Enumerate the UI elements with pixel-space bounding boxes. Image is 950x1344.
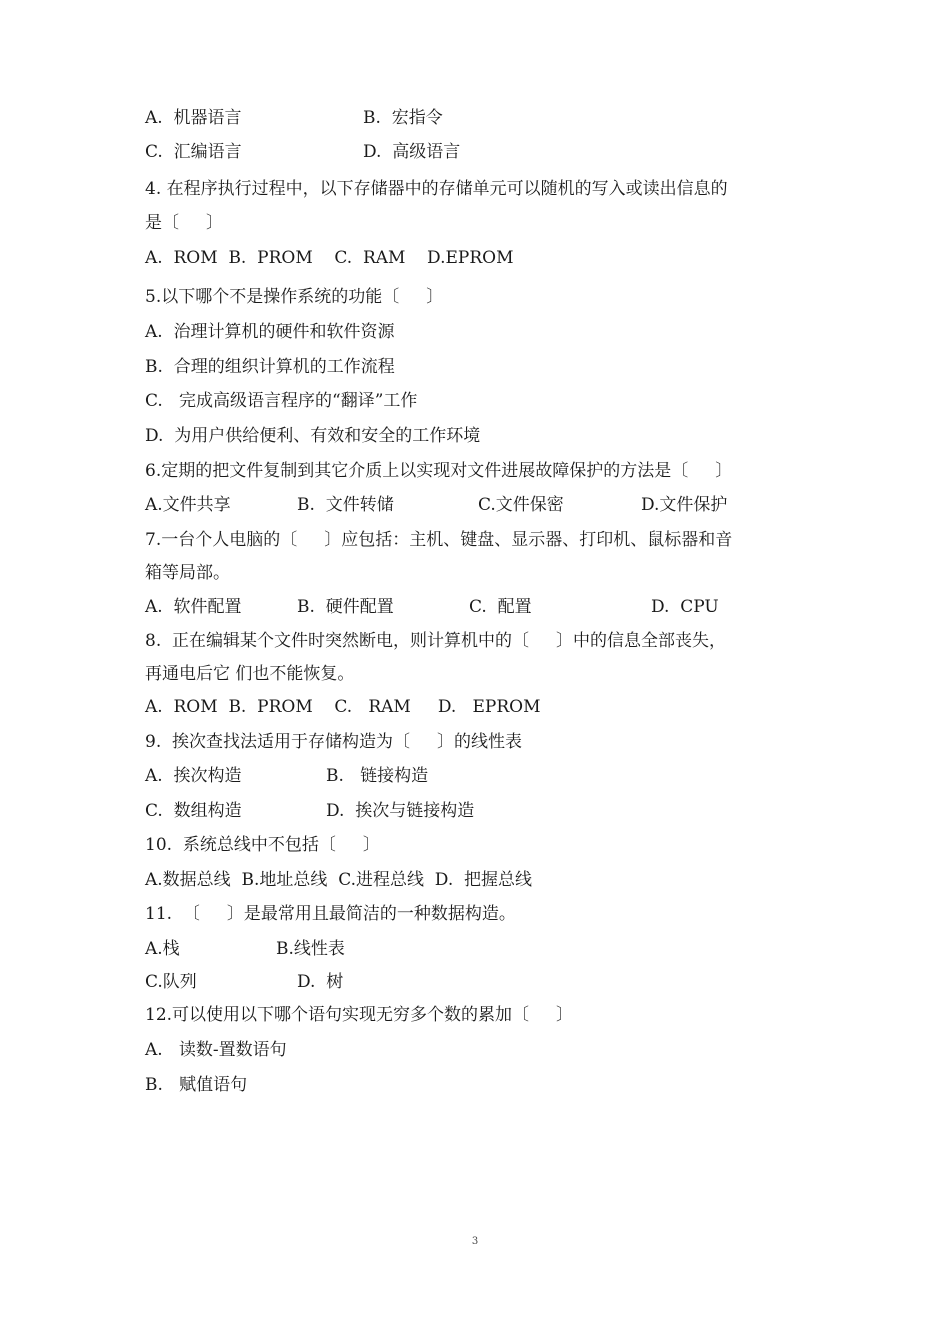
q12-option-b: B. 赋值语句 xyxy=(145,1075,248,1095)
q11-stem: 11. 〔 〕是最常用且最简洁的一种数据构造。 xyxy=(145,904,516,924)
q10-stem: 10. 系统总线中不包括〔 〕 xyxy=(145,835,380,855)
q9-option-c: C. 数组构造 xyxy=(145,801,242,821)
q6-option-c: C.文件保密 xyxy=(478,495,564,515)
q10-options: A.数据总线 B.地址总线 C.进程总线 D. 把握总线 xyxy=(145,870,533,890)
q5-stem: 5.以下哪个不是操作系统的功能〔 〕 xyxy=(145,287,444,307)
q9-option-b: B. 链接构造 xyxy=(326,766,429,786)
q7-stem-line1: 7.一台个人电脑的〔 〕应包括：主机、键盘、显示器、打印机、鼠标器和音 xyxy=(145,530,733,550)
q4-stem-line2: 是〔 〕 xyxy=(145,213,224,233)
q6-stem: 6.定期的把文件复制到其它介质上以实现对文件进展故障保护的方法是〔 〕 xyxy=(145,461,733,481)
q9-option-a: A. 挨次构造 xyxy=(145,766,242,786)
q8-stem-line1: 8. 正在编辑某个文件时突然断电，则计算机中的〔 〕中的信息全部丧失， xyxy=(145,631,727,651)
q8-options: A. ROM B. PROM C. RAM D. EPROM xyxy=(145,697,541,717)
q11-option-c: C.队列 xyxy=(145,972,197,992)
q5-option-a: A. 治理计算机的硬件和软件资源 xyxy=(145,322,395,342)
q9-option-d: D. 挨次与链接构造 xyxy=(326,801,475,821)
q5-option-c: C. 完成高级语言程序的“翻译”工作 xyxy=(145,391,418,411)
q7-stem-line2: 箱等局部。 xyxy=(145,563,230,583)
q6-option-b: B. 文件转储 xyxy=(297,495,394,515)
q11-option-d: D. 树 xyxy=(297,972,344,992)
q6-option-d: D.文件保护 xyxy=(641,495,728,515)
q5-option-d: D. 为用户供给便利、有效和安全的工作环境 xyxy=(145,426,481,446)
q7-option-d: D. CPU xyxy=(651,597,719,617)
q3-option-b: B. 宏指令 xyxy=(363,108,443,128)
q7-option-c: C. 配置 xyxy=(469,597,532,617)
q11-option-b: B.线性表 xyxy=(276,939,345,959)
q12-option-a: A. 读数-置数语句 xyxy=(145,1040,287,1060)
q7-option-a: A. 软件配置 xyxy=(145,597,242,617)
q4-options: A. ROM B. PROM C. RAM D.EPROM xyxy=(145,248,514,268)
q12-stem: 12.可以使用以下哪个语句实现无穷多个数的累加〔 〕 xyxy=(145,1005,574,1025)
q7-option-b: B. 硬件配置 xyxy=(297,597,394,617)
q6-option-a: A.文件共享 xyxy=(145,495,231,515)
q4-stem-line1: 4. 在程序执行过程中，以下存储器中的存储单元可以随机的写入或读出信息的 xyxy=(145,179,728,199)
q9-stem: 9. 挨次查找法适用于存储构造为〔 〕的线性表 xyxy=(145,732,523,752)
q5-option-b: B. 合理的组织计算机的工作流程 xyxy=(145,357,395,377)
page-number: 3 xyxy=(471,1236,479,1247)
q3-option-d: D. 高级语言 xyxy=(363,142,461,162)
q11-option-a: A.栈 xyxy=(145,939,180,959)
q3-option-a: A. 机器语言 xyxy=(145,108,242,128)
q3-option-c: C. 汇编语言 xyxy=(145,142,242,162)
q8-stem-line2: 再通电后它 们也不能恢复。 xyxy=(145,664,355,684)
